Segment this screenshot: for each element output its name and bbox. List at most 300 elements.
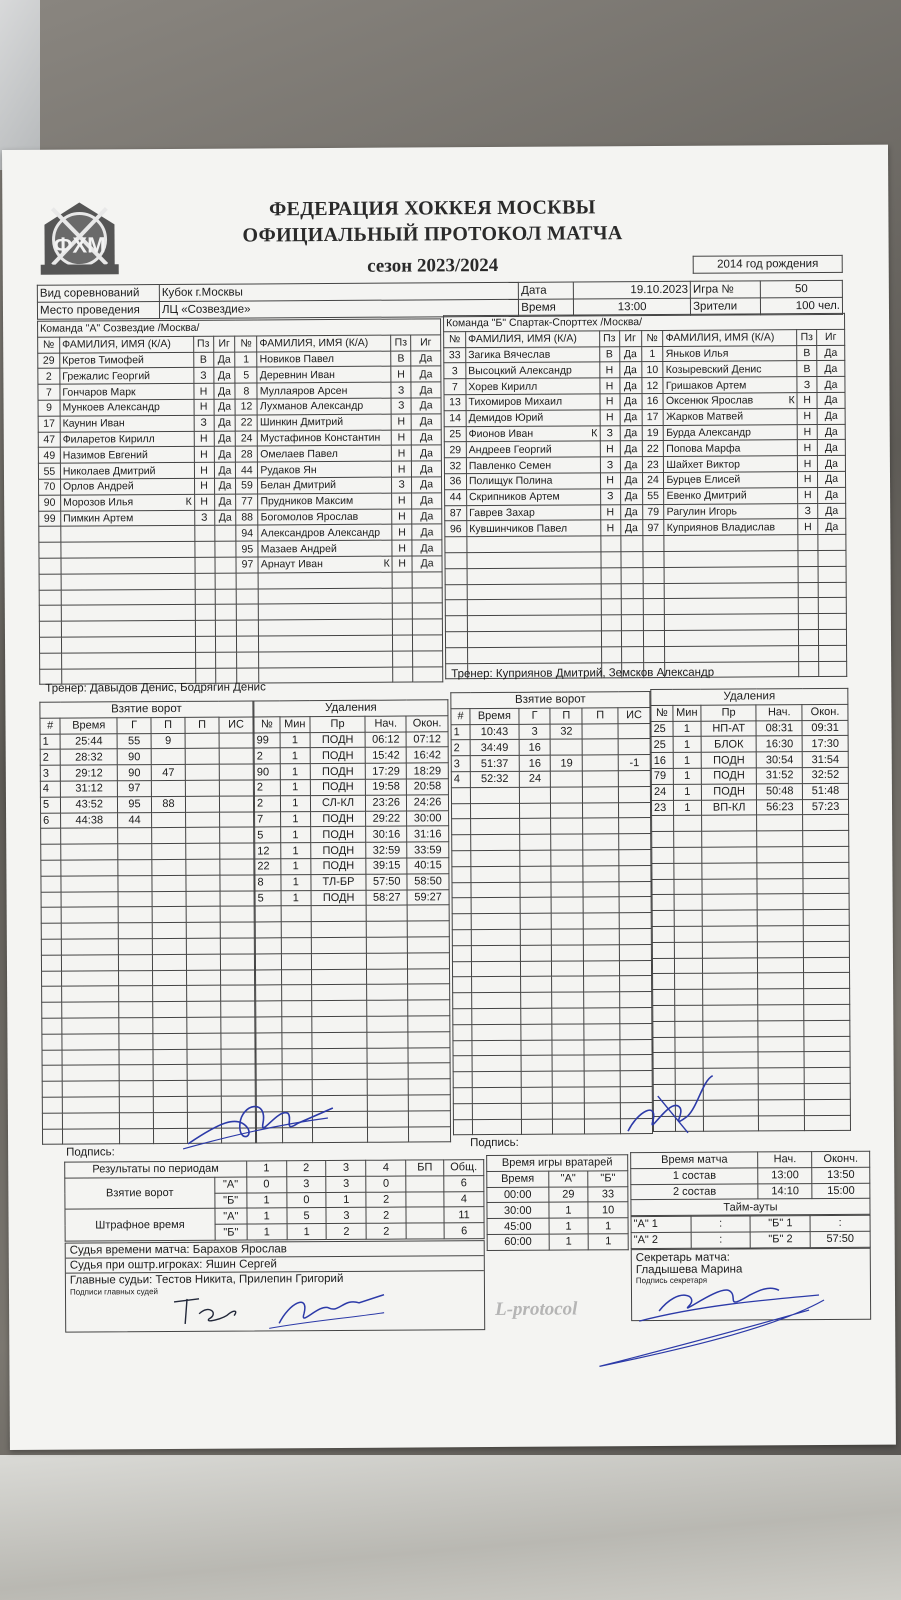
player-position [799,645,819,661]
player-number: 55 [642,488,664,504]
penalty-row-cell [311,937,367,953]
player-name-text: Полищук Полина [468,475,553,488]
player-number: 24 [236,431,258,447]
grid-header-cell: # [40,718,60,734]
goal-row [453,1102,652,1119]
penalty-row [255,826,449,843]
player-number: 19 [642,425,664,441]
penalty-row-cell [652,911,674,927]
total-header: Общ. [444,1160,484,1176]
player-played: Да [619,346,641,362]
player-number: 55 [38,463,60,479]
player-name-text: Попова Марфа [666,442,741,455]
player-name [258,509,392,526]
goal-row-cell [471,819,520,835]
goal-row-cell [153,1049,187,1065]
penalty-row-cell [256,1001,282,1017]
timeout-a1-value: : [691,1216,751,1232]
player-position: Н [392,461,412,477]
player-position: Н [194,478,214,494]
penalty-row-cell [674,958,702,974]
player-position [600,536,620,552]
player-played: Да [214,415,236,431]
goalie-cell: 45:00 [487,1218,549,1234]
player-played: Да [620,473,642,489]
goal-row-cell [453,1088,472,1104]
goal-row [452,865,651,882]
penalty-row-cell [367,921,408,937]
goal-row-cell [221,1064,255,1080]
goal-row-cell [187,1128,221,1144]
penalty-row-cell [652,832,674,848]
player-played: Да [214,462,236,478]
player-name [466,394,600,411]
goal-row-cell [620,944,652,960]
penalty-row-cell [652,863,674,879]
goal-row-cell [152,828,186,844]
pim-a-p1: 1 [247,1208,287,1224]
goal-row-cell [620,1071,652,1087]
pim-b-p3: 2 [326,1223,366,1239]
player-played: Да [412,540,442,556]
goalie-cell: 00:00 [487,1187,549,1203]
penalty-row-cell: 1 [673,800,701,816]
penalty-row-cell [311,969,367,985]
penalty-row-cell [758,894,804,910]
penalty-row-cell [758,1052,804,1068]
goal-row-cell [151,780,185,796]
penalty-row-cell [256,1048,282,1064]
penalty-row-cell [702,989,758,1005]
goal-row-cell [520,850,552,866]
goal-row-cell [221,1127,255,1143]
penalty-row-cell [367,1063,408,1079]
goal-row-cell [118,828,152,844]
goal-row-cell [584,976,620,992]
team-b-penalties-title: Удаления [651,688,848,705]
penalty-row-cell [757,862,803,878]
goal-row-cell: 44 [118,812,152,828]
player-name [664,503,798,520]
period-1-header: 1 [246,1161,286,1177]
penalty-row [255,858,449,875]
penalty-row [652,957,849,974]
player-name [466,346,600,363]
player-number [642,551,664,567]
penalty-row-cell [674,863,702,879]
player-position: Н [193,383,213,399]
spectators-label: Зрители [691,298,761,315]
goal-row-cell [471,929,520,945]
team-a-goals-title: Взятие ворот [40,701,253,718]
goal-row-cell [452,819,471,835]
penalty-row-cell [703,1052,759,1068]
player-played: Да [620,457,642,473]
player-position: З [797,377,817,393]
penalty-row-cell [367,984,408,1000]
goal-row-cell: 19 [551,755,583,771]
team-a-title: Команда "А" Созвездие /Москва/ [38,319,441,337]
penalty-row-cell: 1 [280,780,310,796]
penalty-row-cell [675,1053,703,1069]
penalty-row-cell [255,922,281,938]
player-position [195,605,215,621]
player-number: 28 [236,446,258,462]
penalty-row [256,1079,450,1096]
goal-row-cell: 32 [550,724,582,740]
goal-row-cell [153,1033,187,1049]
penalty-row [653,1004,850,1021]
penalty-row-cell [758,989,804,1005]
goal-row-cell [553,1118,585,1134]
penalty-row [651,767,848,784]
pim-b-total: 6 [444,1223,484,1239]
penalty-row-cell [255,906,281,922]
goal-row-cell: 3 [519,724,551,740]
goal-row-cell [42,1129,62,1145]
player-position: В [391,351,411,367]
penalty-row [254,779,448,796]
goal-row-cell [187,1065,221,1081]
goal-row-cell [453,1024,472,1040]
player-number: 25 [444,426,466,442]
goal-row-cell [552,1024,584,1040]
penalty-row [651,783,848,800]
penalty-row-cell [652,958,674,974]
player-position [195,652,215,668]
timeout-b1-value: : [810,1215,870,1231]
penalty-row-cell: 1 [673,721,701,737]
penalty-row-cell: 12 [255,843,281,859]
player-played: Да [620,394,642,410]
goal-row-cell [42,971,62,987]
penalty-row-cell: ПОДН [701,768,757,784]
player-name-text: Мазаев Андрей [260,542,337,555]
goal-row-cell [187,986,221,1002]
season-label: сезон 2023/2024 [367,254,499,277]
penalty-row-cell: 32:59 [366,842,407,858]
goal-row-cell [553,1103,585,1119]
penalty-row-cell [702,973,758,989]
player-number: 49 [38,448,60,464]
goal-row-cell [619,802,651,818]
goal-row-cell [118,875,152,891]
penalty-row-cell [674,942,702,958]
goal-row-cell: 47 [151,765,185,781]
player-played: Да [619,362,641,378]
player-number [446,647,468,663]
goal-row-cell: -1 [618,755,650,771]
player-name-text: Гришаков Артем [665,379,747,392]
team-a-mark: "А" [215,1208,247,1224]
team-a-mark: "А" [215,1177,247,1193]
goal-row [40,780,253,797]
goal-row-cell [551,866,583,882]
penalty-row-cell [407,905,449,921]
goal-row-cell: 51:37 [470,756,519,772]
penalty-row-cell: 29:22 [366,811,407,827]
team-b-coach: Тренер: Куприянов Дмитрий, Земсков Александр [451,666,715,681]
player-number: 1 [641,346,663,362]
goal-row-cell: 9 [151,733,185,749]
goal-row-cell [118,907,152,923]
roster-header-num: № [38,337,60,353]
goal-row-cell [519,834,551,850]
penalty-row-cell: 40:15 [407,858,449,874]
penalty-row-cell [759,1084,805,1100]
goal-row-cell [186,954,220,970]
penalty-row-cell [703,1005,759,1021]
goal-row-cell [520,961,552,977]
player-played: Да [412,508,442,524]
penalty-row-cell [256,985,282,1001]
goal-row-cell [552,992,584,1008]
player-name-text: Высоцкий Александр [468,364,572,377]
goal-row-cell: 16 [519,755,551,771]
penalty-row-cell [368,1095,409,1111]
penalty-row-cell [702,831,758,847]
penalty-row-cell [675,1084,703,1100]
player-position [798,582,818,598]
game-value: 50 [760,280,842,298]
penalty-row [256,984,450,1001]
secretary-sign-label: Подпись секретаря [635,1275,708,1286]
goal-row-cell [472,1119,521,1135]
penalty-row-cell [282,1001,312,1017]
player-name [61,573,195,590]
player-name [257,382,391,399]
goal-row-cell [187,1049,221,1065]
player-number: 7 [444,379,466,395]
player-name [467,536,601,553]
goal-row [42,1001,255,1018]
goal-row-cell [452,882,471,898]
pim-b-p4: 2 [366,1223,406,1239]
player-number: 12 [641,378,663,394]
player-name [467,615,601,632]
player-played: Да [817,424,845,440]
goal-row-cell [119,1002,153,1018]
goal-row-cell [120,1128,154,1144]
penalty-row-cell [256,1033,282,1049]
penalty-row-cell [282,1064,312,1080]
player-position [798,550,818,566]
penalty-row [652,878,849,895]
player-played [818,613,846,629]
player-position: Н [600,394,620,410]
penalty-row-cell [702,957,758,973]
player-name-text: Богомолов Ярослав [260,510,359,524]
goals-b-total: 4 [444,1191,484,1207]
goal-row-cell: 10:43 [470,724,519,740]
player-played: Да [817,456,845,472]
player-position: Н [600,473,620,489]
player-played [412,572,442,588]
penalty-row-cell [757,831,803,847]
player-name [467,583,601,600]
goal-row [452,929,651,946]
team-a-roster [37,318,443,685]
goal-row-cell [62,955,119,971]
penalty-row-cell [408,1000,450,1016]
goal-row-cell [153,970,187,986]
goal-row-cell [119,1018,153,1034]
goal-row-cell [452,851,471,867]
player-played [215,589,237,605]
player-name [60,384,194,401]
roster-header-num: № [235,336,257,352]
player-name-text: Николаев Дмитрий [62,464,156,478]
timeout-a1-label: "А" 1 [631,1216,691,1232]
penalty-row-cell [282,1096,312,1112]
goal-row-cell [219,796,253,812]
goal-row-cell [186,843,220,859]
penalty-row-cell [282,1080,312,1096]
grid-header-cell: П [185,717,219,733]
penalty-row [652,941,849,958]
goal-row-cell [62,1049,119,1065]
goal-row-cell [187,1080,221,1096]
grid-header-cell: Нач. [756,704,802,720]
player-position: Н [392,524,412,540]
goal-row-cell [61,891,118,907]
goal-row-cell [472,977,521,993]
player-name [61,541,195,558]
gk-a-header: "А" [548,1171,588,1187]
player-name-text: Яньков Илья [665,347,729,360]
penalty-row-cell: 2 [254,796,280,812]
roster-header-played: Иг [213,336,235,352]
goal-row-cell [471,866,520,882]
penalty-row-cell [282,1111,312,1127]
penalty-row-cell: ПОДН [310,779,366,795]
penalty-row-cell [367,969,408,985]
goal-row-cell: 3 [40,765,60,781]
penalty-row-cell: 32:52 [802,767,848,783]
player-name [60,368,194,385]
team-b-roster [443,313,847,680]
penalty-row [653,1083,850,1100]
goal-row [452,913,651,930]
player-position: В [193,352,213,368]
player-number: 79 [642,504,664,520]
protocol-title [202,194,662,249]
goal-row-cell [472,961,521,977]
player-number: 1 [235,352,257,368]
goalie-time-table [486,1154,629,1251]
player-number: 90 [39,495,61,511]
penalty-row-cell [804,941,850,957]
player-name-text: Морозов Илья [63,496,134,509]
player-played [819,645,847,661]
roster-2-end: 15:00 [812,1183,870,1199]
goal-row [451,755,650,772]
team-b-mark: "Б" [215,1224,247,1240]
player-position [194,526,214,542]
penalty-row-cell [408,953,450,969]
penalty-row [653,988,850,1005]
penalty-row-cell [312,1079,368,1095]
player-name [61,636,195,653]
penalty-row-cell [675,1116,703,1132]
goal-row-cell [452,866,471,882]
player-position [194,541,214,557]
goalie-cell: 10 [588,1202,628,1218]
goal-row-cell [619,865,651,881]
goal-row-cell [152,923,186,939]
penalty-row-cell: 1 [281,874,311,890]
player-name [258,524,392,541]
goal-row-cell [452,945,471,961]
player-number: 99 [39,511,61,527]
grid-header-cell: № [254,717,280,733]
goal-row-cell [220,843,254,859]
goal-row-cell [62,1065,119,1081]
penalty-row [255,874,449,891]
match-end-header: Оконч. [812,1151,870,1167]
player-number: 24 [642,472,664,488]
team-a-sign-label: Подпись: [66,1146,115,1159]
period-results-table [64,1159,484,1242]
player-position [392,588,412,604]
penalty-row-cell [366,905,407,921]
penalty-row [255,905,449,922]
penalty-row-cell [281,922,311,938]
player-position: Н [600,378,620,394]
player-played: Да [817,377,845,393]
player-position: З [798,503,818,519]
goal-row [453,1086,652,1103]
player-number: 3 [444,363,466,379]
penalty-row-cell: 8 [255,875,281,891]
goal-row [42,1127,255,1144]
goal-row-cell [583,866,619,882]
penalty-row-cell: ПОДН [701,784,757,800]
goal-row-cell [451,803,470,819]
player-name [665,614,799,631]
player-name [259,635,393,652]
goal-row-cell [152,954,186,970]
goal-row-cell [471,945,520,961]
goal-row-cell: 24 [519,771,551,787]
player-position: В [797,361,817,377]
player-played: Да [412,477,442,493]
player-position [798,566,818,582]
plastic-sheet [0,0,40,170]
goal-row-cell [220,812,254,828]
player-position [393,651,413,667]
goal-row-cell [583,881,619,897]
shootout-header: БП [406,1160,444,1176]
goal-row-cell: 90 [117,765,151,781]
player-played: Да [817,440,845,456]
goal-row-cell [220,906,254,922]
penalty-row-cell [674,831,702,847]
goalie-cell: 29 [548,1187,588,1203]
penalty-row [256,1032,450,1049]
player-name [664,440,798,457]
penalty-row-cell [282,1127,312,1143]
player-name [467,489,601,506]
goal-row [453,1023,652,1040]
penalty-row-cell [653,1116,675,1132]
penalty-row-cell: 7 [255,811,281,827]
penalty-row-cell [804,1083,850,1099]
player-name-text: Мустафинов Константин [260,431,381,445]
penalty-row-cell: 1 [673,752,701,768]
goal-row-cell [186,875,220,891]
penalty-row-cell [311,953,367,969]
